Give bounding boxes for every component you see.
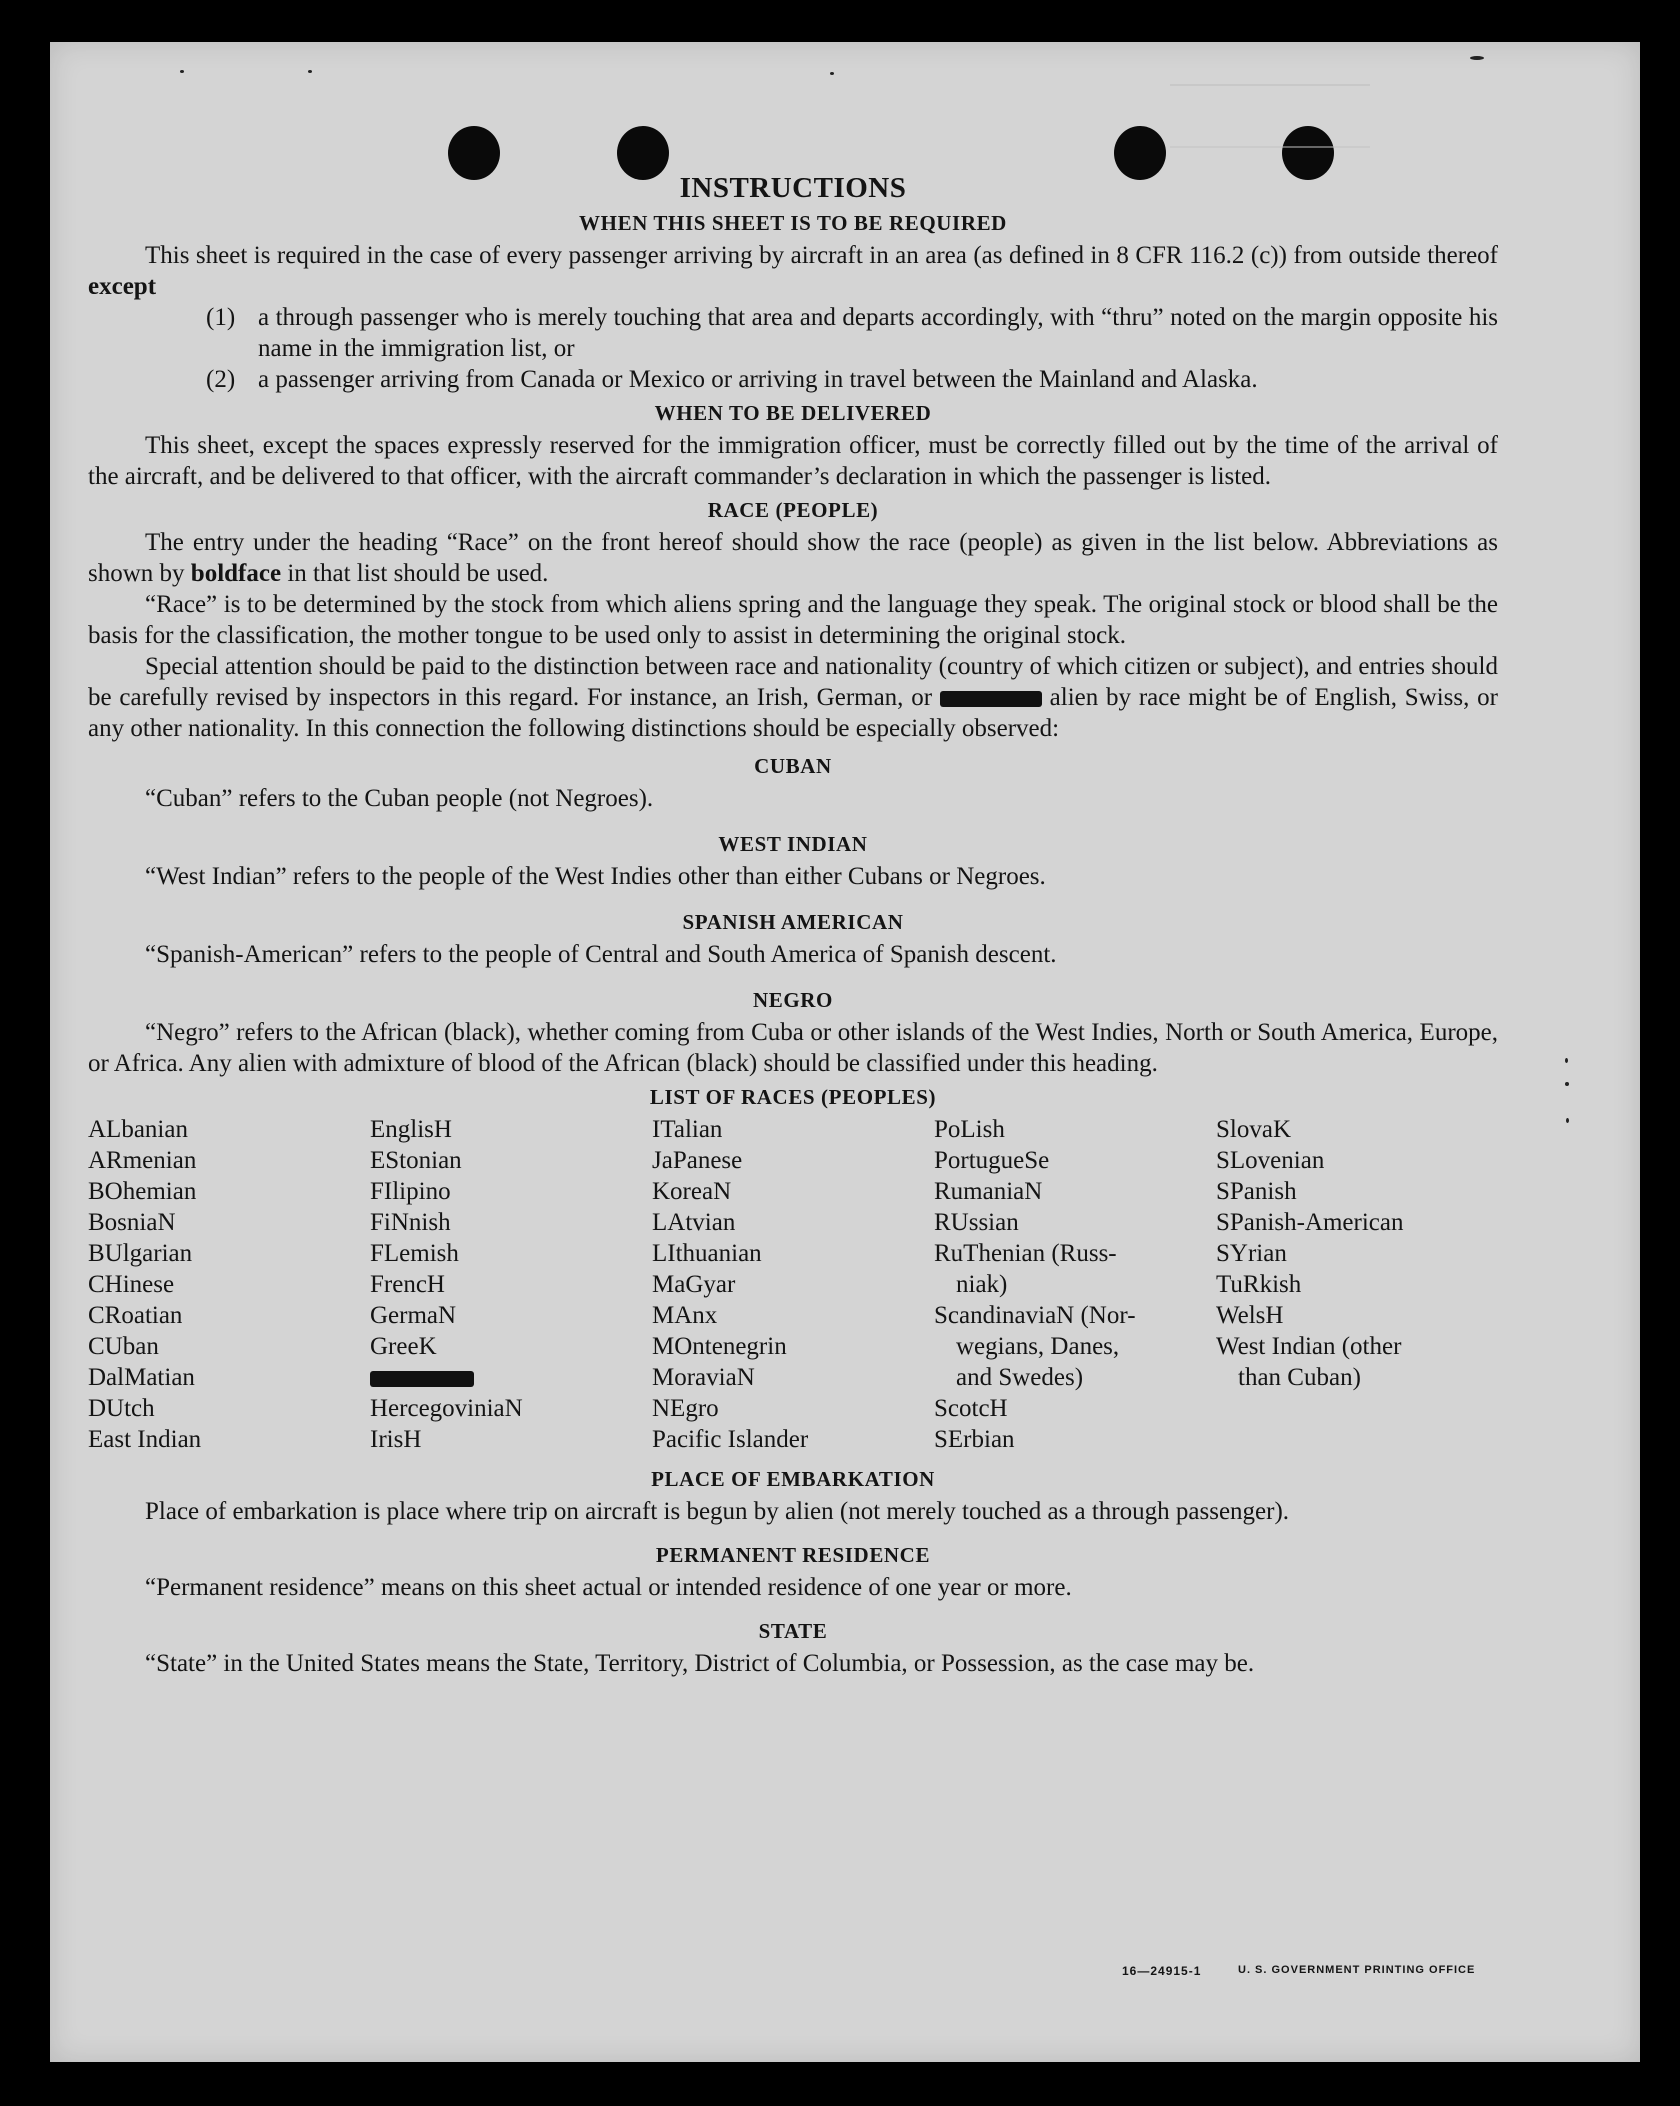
race-entry: CRoatian: [88, 1302, 183, 1329]
race-entry: ScandinaviaN (Nor-: [934, 1302, 1136, 1329]
section-heading: SPANISH AMERICAN: [682, 910, 904, 934]
west-indian-text: “West Indian” refers to the people of the West Indies other than either Cubans or Negroes.: [145, 863, 1046, 890]
race-entry: DalMatian: [88, 1364, 195, 1391]
race-entry: Pacific Islander: [652, 1426, 809, 1453]
race-entry: MOntenegrin: [652, 1333, 787, 1360]
race-entry: EnglisH: [370, 1116, 452, 1143]
list-item: [88, 302, 1498, 364]
item-number: (2): [206, 366, 236, 393]
race-entry: GermaN: [370, 1302, 457, 1329]
item-number: (1): [206, 304, 236, 331]
race-entry: MaGyar: [652, 1271, 736, 1298]
paper-speck: [1566, 1118, 1569, 1123]
redaction-mark: [940, 691, 1042, 707]
races-column-3: [652, 1114, 934, 1455]
races-list: [88, 1114, 1498, 1455]
race-entry: PoLish: [934, 1116, 1005, 1143]
race-entry-continuation: wegians, Danes,: [956, 1333, 1120, 1360]
race-entry: BUlgarian: [88, 1240, 193, 1267]
race-entry: MoraviaN: [652, 1364, 755, 1391]
section-heading: WHEN TO BE DELIVERED: [654, 401, 932, 425]
race-entry: NEgro: [652, 1395, 719, 1422]
state-text: “State” in the United States means the State, Territory, District of Columbia, or Possession, as the case may be.: [145, 1650, 1255, 1677]
race-entry: ITalian: [652, 1116, 723, 1143]
race-entry-redacted: [370, 1362, 652, 1393]
race-entry: DUtch: [88, 1395, 155, 1422]
race-entry: SPanish: [1216, 1178, 1297, 1205]
race-paragraph-1: [88, 527, 1498, 589]
section-heading: LIST OF RACES (PEOPLES): [649, 1085, 937, 1109]
cuban-text: “Cuban” refers to the Cuban people (not Negroes).: [145, 785, 654, 812]
race-entry-continuation: than Cuban): [1238, 1364, 1361, 1391]
race-entry: PortugueSe: [934, 1147, 1050, 1174]
section-heading: CUBAN: [754, 754, 832, 778]
race-entry: SYrian: [1216, 1240, 1287, 1267]
paper-speck: [830, 72, 834, 75]
race-p3-end: alien by race might be of English, Swiss, or any other nationality. In this connection the following distinctions should be especially observed:: [88, 684, 1499, 742]
race-entry: ALbanian: [88, 1116, 188, 1143]
embarkation-text: Place of embarkation is place where trip on aircraft is begun by alien (not merely touched as a through passenger).: [145, 1498, 1290, 1525]
race-p3-text: Special attention should be paid to the distinction between race and nationality (country of which citizen or subject), and entries should be carefully revised by inspectors in this regard. For instance, an Irish, German, or: [88, 653, 1498, 711]
item-text: a through passenger who is merely touching that area and departs accordingly, with “thru” noted on the margin opposite his name in the immigration list, or: [258, 304, 1498, 362]
race-entry: SErbian: [934, 1426, 1015, 1453]
race-entry: LAtvian: [652, 1209, 736, 1236]
paper-speck: [180, 70, 184, 73]
section-heading: PLACE OF EMBARKATION: [651, 1467, 935, 1491]
when-required-intro: [88, 240, 1498, 302]
race-entry: BosniaN: [88, 1209, 176, 1236]
race-paragraph-3: [88, 651, 1498, 744]
paper-speck: [1565, 1058, 1568, 1063]
redaction-mark: [370, 1371, 474, 1387]
race-entry: WelsH: [1216, 1302, 1284, 1329]
race-entry: TuRkish: [1216, 1271, 1302, 1298]
negro-text: “Negro” refers to the African (black), whether coming from Cuba or other islands of the West Indies, North or South America, Europe, or Africa. Any alien with admixture of blood of the African (black) should be classified under this heading.: [88, 1019, 1498, 1077]
race-entry: MAnx: [652, 1302, 718, 1329]
race-entry: ScotcH: [934, 1395, 1008, 1422]
intro-bold-text: except: [88, 273, 157, 300]
race-p1-end: in that list should be used.: [287, 560, 549, 587]
race-paragraph-2: “Race” is to be determined by the stock from which aliens spring and the language they speak. The original stock or blood shall be the basis for the classification, the mother tongue to be used only to assist in determining the original stock.: [88, 591, 1498, 649]
spanish-american-text: “Spanish-American” refers to the people of Central and South America of Spanish descent.: [145, 941, 1057, 968]
item-text: a passenger arriving from Canada or Mexico or arriving in travel between the Mainland and Alaska.: [258, 366, 1258, 393]
page-title: INSTRUCTIONS: [679, 172, 907, 204]
race-entry: FIlipino: [370, 1178, 451, 1205]
race-entry: KoreaN: [652, 1178, 732, 1205]
race-entry: FLemish: [370, 1240, 459, 1267]
race-entry: West Indian (other: [1216, 1333, 1402, 1360]
instructions-body: [88, 172, 1498, 1679]
race-entry: BOhemian: [88, 1178, 197, 1205]
races-column-2: [370, 1114, 652, 1455]
race-entry: SlovaK: [1216, 1116, 1291, 1143]
printing-office: U. S. GOVERNMENT PRINTING OFFICE: [1238, 1964, 1476, 1976]
race-entry: JaPanese: [652, 1147, 743, 1174]
section-heading: WEST INDIAN: [718, 832, 868, 856]
races-column-5: [1216, 1114, 1498, 1455]
paper-speck: [1565, 1082, 1569, 1086]
race-entry-continuation: niak): [956, 1271, 1008, 1298]
section-heading: NEGRO: [752, 988, 833, 1012]
race-p1-bold: boldface: [190, 560, 282, 587]
race-p1-text: The entry under the heading “Race” on the front hereof should show the race (people) as given in the list below. Abbreviations as shown by: [88, 529, 1498, 587]
paper-speck: [308, 70, 312, 73]
race-entry: IrisH: [370, 1426, 422, 1453]
residence-text: “Permanent residence” means on this sheet actual or intended residence of one year or more.: [145, 1574, 1072, 1601]
section-heading: WHEN THIS SHEET IS TO BE REQUIRED: [579, 211, 1007, 235]
race-entry: CHinese: [88, 1271, 175, 1298]
section-heading: RACE (PEOPLE): [707, 498, 879, 522]
race-entry: LIthuanian: [652, 1240, 762, 1267]
race-entry: FrencH: [370, 1271, 445, 1298]
race-entry: East Indian: [88, 1426, 202, 1453]
races-column-1: [88, 1114, 370, 1455]
paper-speck: [1470, 56, 1484, 60]
race-entry: HercegoviniaN: [370, 1395, 523, 1422]
list-item: [88, 364, 1498, 395]
race-entry: ARmenian: [88, 1147, 197, 1174]
form-number: 16—24915-1: [1122, 1964, 1202, 1978]
bleed-through-text: [1170, 84, 1370, 148]
race-entry: FiNnish: [370, 1209, 451, 1236]
race-entry: CUban: [88, 1333, 159, 1360]
when-delivered-text: This sheet, except the spaces expressly reserved for the immigration officer, must be correctly filled out by the time of the arrival of the aircraft, and be delivered to that officer, with the aircraft commander’s declaration in which the passenger is listed.: [88, 432, 1498, 490]
intro-text: This sheet is required in the case of every passenger arriving by aircraft in an area (as defined in 8 CFR 116.2 (c)) from outside thereof: [145, 242, 1498, 269]
race-entry-continuation: and Swedes): [956, 1364, 1084, 1391]
race-entry: SPanish-American: [1216, 1209, 1404, 1236]
section-heading: STATE: [758, 1619, 828, 1643]
race-entry: RUssian: [934, 1209, 1019, 1236]
race-entry: SLovenian: [1216, 1147, 1325, 1174]
race-entry: GreeK: [370, 1333, 437, 1360]
races-column-4: [934, 1114, 1216, 1455]
race-entry: EStonian: [370, 1147, 462, 1174]
race-entry: RuThenian (Russ-: [934, 1240, 1117, 1267]
race-entry: RumaniaN: [934, 1178, 1043, 1205]
section-heading: PERMANENT RESIDENCE: [655, 1543, 931, 1567]
